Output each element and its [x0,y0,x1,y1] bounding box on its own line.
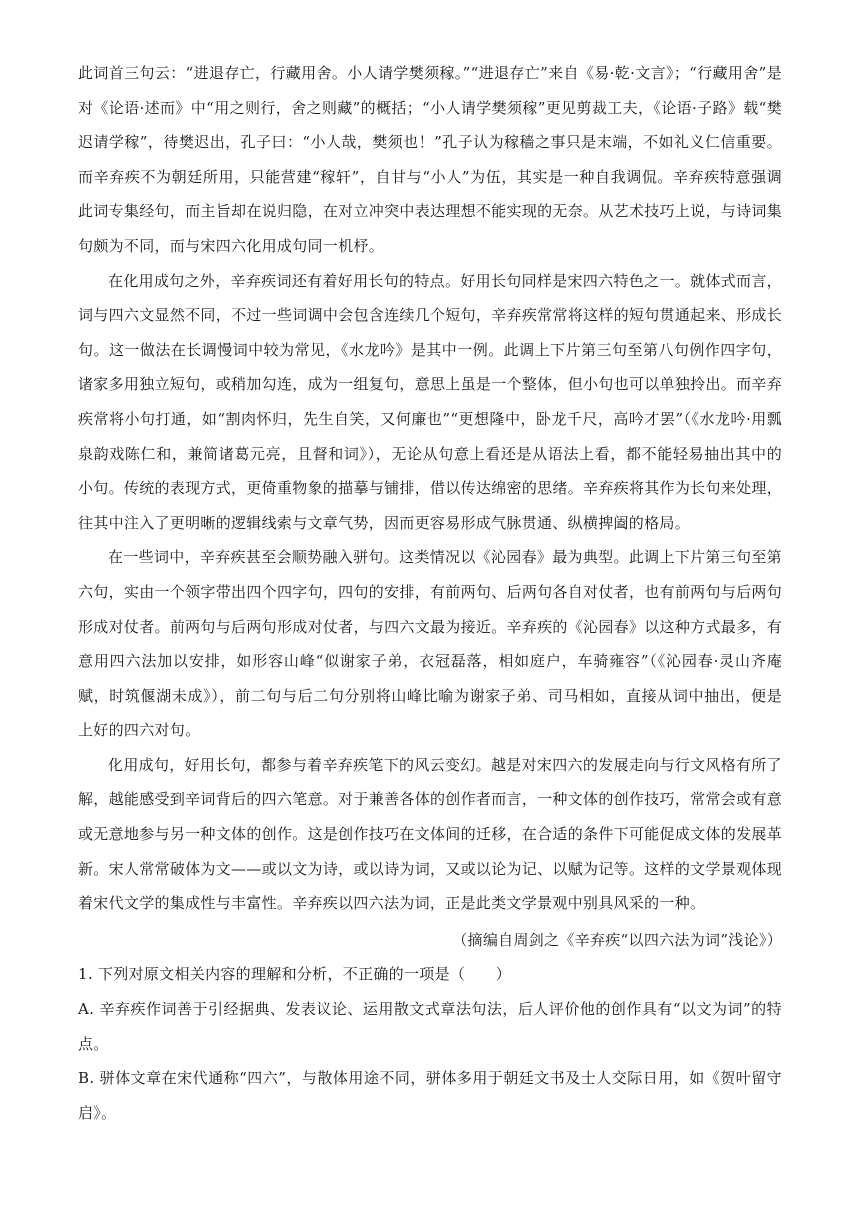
article-paragraph-1: 此词首三句云：“进退存亡，行藏用舍。小人请学樊须稼。”“进退存亡”来自《易·乾·文言》；“行藏用舍”是对《论语·述而》中“用之则行，舍之则藏”的概括；“小人请学樊须稼”更见剪裁工夫，《论语·子路》载“樊迟请学稼”，待樊迟出，孔子曰：“小人哉，樊须也！”孔子认为稼穑之事只是末端，不如礼义仁信重要。而辛弃疾不为朝廷所用，只能营建“稼轩”，自甘与“小人”为伍，其实是一种自我调侃。辛弃疾特意强调此词专集经句，而主旨却在说归隐，在对立冲突中表达理想不能实现的无奈。从艺术技巧上说，与诗词集句颇为不同，而与宋四六化用成句同一机杼。 [78,64,782,255]
article-source: （摘编自周剑之《辛弃疾“以四六法为词”浅论》） [452,930,782,949]
question-option-a: A. 辛弃疾作词善于引经据典、发表议论、运用散文式章法句法，后人评价他的创作具有“以文为词”的特点。 [78,1000,782,1053]
document-page [78,56,782,1130]
article-paragraph-3: 在一些词中，辛弃疾甚至会顺势融入骈句。这类情况以《沁园春》最为典型。此调上下片第三句至第六句，实由一个领字带出四个四字句，四句的安排，有前两句、后两句各自对仗者，也有前两句与后两句形成对仗者。前两句与后两句形成对仗者，与四六文最为接近。辛弃疾的《沁园春》以这种方式最多，有意用四六法加以安排，如形容山峰“似谢家子弟，衣冠磊落，相如庭户，车骑雍容”（《沁园春·灵山齐庵赋，时筑偃湖未成》），前二句与后二句分别将山峰比喻为谢家子弟、司马相如，直接从词中抽出，便是上好的四六对句。 [78,548,782,740]
article-paragraph-4: 化用成句，好用长句，都参与着辛弃疾笔下的风云变幻。越是对宋四六的发展走向与行文风格有所了解，越能感受到辛词背后的四六笔意。对于兼善各体的创作者而言，一种文体的创作技巧，常常会或有意或无意地参与另一种文体的创作。这是创作技巧在文体间的迁移，在合适的条件下可能促成文体的发展革新。宋人常常破体为文——或以文为诗，或以诗为词，又或以论为记、以赋为记等。这样的文学景观体现着宋代文学的集成性与丰富性。辛弃疾以四六法为词，正是此类文学景观中别具风采的一种。 [78,755,782,913]
question-option-b: B. 骈体文章在宋代通称“四六”，与散体用途不同，骈体多用于朝廷文书及士人交际日用，如《贺叶留守启》。 [78,1069,782,1122]
question-stem: 1. 下列对原文相关内容的理解和分析，不正确的一项是（ ） [78,965,512,984]
article-paragraph-2: 在化用成句之外，辛弃疾词还有着好用长句的特点。好用长句同样是宋四六特色之一。就体式而言，词与四六文显然不同，不过一些词调中会包含连续几个短句，辛弃疾常常将这样的短句贯通起来、形成长句。这一做法在长调慢词中较为常见，《水龙吟》是其中一例。此调上下片第三句至第八句例作四字句，诸家多用独立短句，或稍加勾连，成为一组复句，意思上虽是一个整体，但小句也可以单独拎出。而辛弃疾常将小句打通，如“割肉怀归，先生自笑，又何廉也”“更想隆中，卧龙千尺，高吟才罢”（《水龙吟·用瓢泉韵戏陈仁和，兼简诸葛元亮，且督和词》），无论从句意上看还是从语法上看，都不能轻易抽出其中的小句。传统的表现方式，更倚重物象的描摹与铺排，借以传达绵密的思绪。辛弃疾将其作为长句来处理，往其中注入了更明晰的逻辑线索与文章气势，因而更容易形成气脉贯通、纵横捭阖的格局。 [78,271,782,532]
